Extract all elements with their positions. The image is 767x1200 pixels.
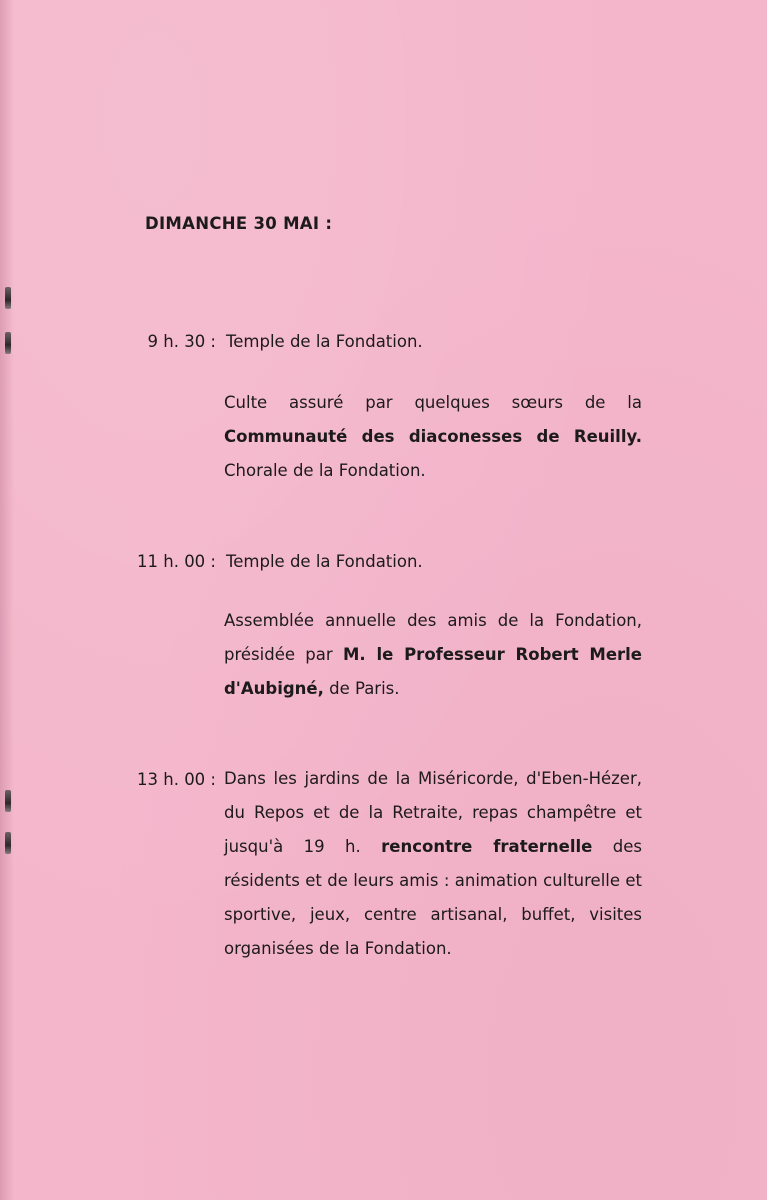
description-text: de Paris. xyxy=(323,679,400,698)
description-text: Assemblée annuelle des amis de la Fondation, présidée par xyxy=(224,611,642,664)
description-emphasis: Communauté des diaconesses de Reuilly. xyxy=(224,427,642,446)
staple-icon xyxy=(5,790,11,812)
description-emphasis: M. le Professeur Robert Merle d'Aubigné, xyxy=(224,645,642,698)
description-text: Dans les jardins de la Miséricorde, d'Eben-Hézer, du Repos et de la Retraite, repas champêtre et jusqu'à 19 h. xyxy=(224,769,642,856)
event-description xyxy=(224,386,642,488)
description-emphasis: rencontre fraternelle xyxy=(381,837,593,856)
staple-icon xyxy=(5,832,11,854)
event-description xyxy=(224,604,642,706)
event-place: Temple de la Fondation. xyxy=(226,332,423,351)
event-description xyxy=(224,762,642,966)
event-time: 11 h. 00 : xyxy=(137,552,216,571)
description-text: Culte assuré par quelques sœurs de la xyxy=(224,393,642,412)
event-time: 13 h. 00 : xyxy=(137,770,216,789)
description-text: des résidents et de leurs amis : animation culturelle et sportive, jeux, centre artisanal, buffet, visites organisées de la Fondation. xyxy=(224,837,642,958)
binding-edge xyxy=(0,0,14,1200)
staple-icon xyxy=(5,287,11,309)
day-heading: DIMANCHE 30 MAI : xyxy=(145,214,333,233)
event-time: 9 h. 30 : xyxy=(147,332,216,351)
event-place: Temple de la Fondation. xyxy=(226,552,423,571)
description-text: Chorale de la Fondation. xyxy=(224,461,426,480)
